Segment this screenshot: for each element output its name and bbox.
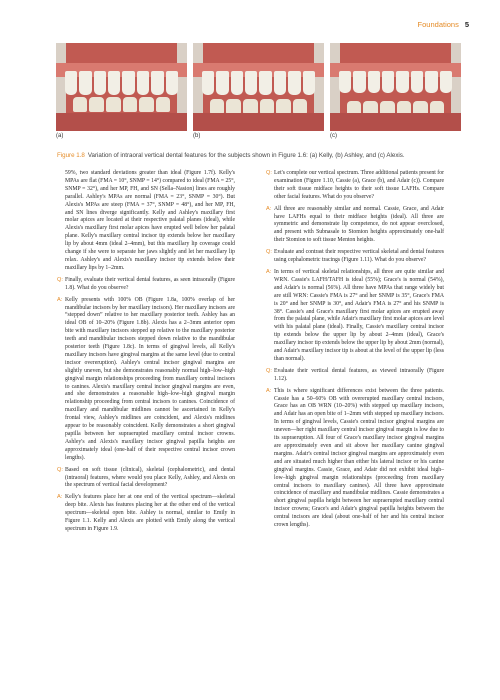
left-column <box>57 170 235 538</box>
qa-text: Evaluate their vertical dental features, as viewed intraorally (Figure 1.12). <box>274 367 444 382</box>
page-number: 5 <box>464 20 469 29</box>
qa-text: Finally, evaluate their vertical dental features, as seen intraorally (Figure 1.8). What do you observe? <box>65 276 235 291</box>
qa-item <box>266 269 444 364</box>
qa-text: This is where significant differences exist between the three patients. Cassie has a 50–60% OB with overerupted maxillary central incisors, Grace has an OB WRN (10–20%) with stepped up maxillary incisors, and Adair has an open bite of 1–2mm with stepped up maxillary incisors. In terms of gingival levels, Cassie's central incisor gingival margins are uneven—her right maxillary central incisor gingival margin is low due to its supraeruption. All four of Grace's maxillary incisor gingival margins are approximately even and sit above her maxillary canine gingival margins. Adair's central incisor gingival margins are approximately even and are situated much higher than either his lateral incisor or his canine gingival margins. Cassie, Grace, and Adair did not exhibit ideal high–low–high gingival margin relationships (proceeding from maxillary central incisors to maxillary canines). All three have approximate coincidence of maxillary and mandibular midlines. Cassie demonstrates a short gingival papilla height between her supraerupted maxillary central incisor crowns; Grace's and Adair's gingival papilla heights between the central incisors are ideal (about one-half of her and his central incisor crown lengths). <box>274 387 444 529</box>
qa-marker: Q: <box>266 367 272 374</box>
qa-item <box>266 170 444 202</box>
qa-text: Kelly presents with 100% OB (Figure 1.8a, 100% overlap of her mandibular incisors by her maxillary incisors). Her maxillary incisors are “stepped down” relative to her maxillary posterior teeth. Ashley has an ideal OB of 10–20% (Figure 1.8b). Alexis has a 2–3mm anterior open bite with maxillary incisors stepped up relative to the maxillary posterior teeth and mandibular incisors stepped down relative to the mandibular posterior teeth (Figure 1.8c). In terms of gingival levels, all Kelly's maxillary incisors have gingival margins at the same level (due to central incisor overeruption). Ashley's central incisor gingival margins are slightly uneven, but she demonstrates reasonably normal high–low–high gingival margin relationships proceeding from maxillary central incisors to canines. Alexis's maxillary central incisor gingival margins are even, and she demonstrates a reasonable high–low–high gingival margin relationship proceeding from central incisors to canines. Coincidence of maxillary and mandibular midlines cannot be ascertained in Kelly's frontal view, Ashley's midlines are coincident, and Alexis's midlines appear to be reasonably coincident. Kelly demonstrates a short gingival papilla between her supraerupted maxillary central incisor crowns. Ashley's and Alexis's maxillary incisor gingival papilla heights are approximately ideal (one-half of their respective central incisor crown lengths). <box>65 296 235 461</box>
qa-item <box>57 277 235 293</box>
qa-marker: A: <box>266 205 272 212</box>
panel-label-a: (a) <box>56 133 64 139</box>
qa-text: In terms of vertical skeletal relationships, all three are quite similar and WRN. Cassie's LAFH/TAFH is ideal (55%); Grace's is normal (54%), and Adair's is normal (56%). All three have MPAs that range widely but are still WRN: Cassie's FMA is 27° and her SNMP is 35°, Grace's FMA is 20° and her SNMP is 30°, and Adair's FMA is 27° and his SNMP is 38°. Cassie's and Grace's maxillary first molar apices are erupted away from the palatal plane, while Adair's maxillary first molar apices are level with his palatal plane (ideal). Finally, Cassie's maxillary central incisor tip extends below the upper lip by about 2–4mm (ideal), Grace's maxillary incisor tip extends below the upper lip by about 2mm (normal), and Adair's maxillary incisor tip is about at the level of the upper lip (less than normal). <box>274 268 444 362</box>
figure-caption-text: Variation of intraoral vertical dental features for the subjects shown in Figure 1.6: (a) Kelly, (b) Ashley, and (c) Alexis. <box>87 152 405 159</box>
qa-marker: Q: <box>57 466 63 473</box>
qa-marker: Q: <box>266 249 272 256</box>
running-header <box>418 20 469 29</box>
qa-marker: A: <box>57 494 63 501</box>
panel-label-b: (b) <box>193 133 201 139</box>
qa-text: Evaluate and contrast their respective vertical skeletal and dental features using cephalometric tracings (Figure 1.11). What do you observe? <box>274 249 444 264</box>
qa-text: Kelly's features place her at one end of the vertical spectrum—skeletal deep bite. Alexis has features placing her at the other end of the vertical spectrum—skeletal open bite. Ashley is normal, similar to Emily in Figure 1.1. Kelly and Alexis are plotted with Emily along the vertical spectrum in Figure 1.9. <box>65 494 235 532</box>
qa-item <box>266 388 444 530</box>
qa-marker: A: <box>266 268 272 275</box>
qa-item <box>266 249 444 265</box>
qa-item <box>57 467 235 491</box>
figure-photos <box>56 43 461 139</box>
intraoral-photo-a <box>56 43 187 131</box>
qa-text: Let's complete our vertical spectrum. Three additional patients present for examination (Figure 1.10, Cassie (a), Grace (b), and Adair (c)). Compare their soft tissue midface heights to their soft tissue LAFHs. Compare other facial features. What do you observe? <box>274 170 444 200</box>
qa-marker: A: <box>57 296 63 303</box>
section-title: Foundations <box>417 20 459 29</box>
qa-item <box>266 368 444 384</box>
qa-marker: Q: <box>266 170 272 176</box>
qa-marker: A: <box>266 387 272 394</box>
qa-item <box>266 206 444 246</box>
panel-label-c: (c) <box>330 133 337 139</box>
intraoral-photo-b <box>193 43 324 131</box>
right-column <box>266 170 444 534</box>
qa-text: All three are reasonably similar and normal. Cassie, Grace, and Adair have LAFHs equal to their midface heights (ideal). All three are symmetric and demonstrate lip competence, do not appear overclosed, and present with Subnasale to Stomion heights approximately one-half their Stomion to soft tissue Menton heights. <box>274 205 444 244</box>
qa-item <box>57 494 235 534</box>
figure-caption <box>57 152 457 160</box>
intro-paragraph: 59%, two standard deviations greater than ideal (Figure 1.7f). Kelly's MPAs are flat (FMA = 10°, SNMP = 14°) compared to ideal (FMA = 25°, SNMP = 32°), and her MP, FH, and SN (Sella–Nasion) lines are roughly parallel. Ashley's MPAs are normal (FMA = 23°, SNMP = 30°). But Alexis's MPAs are steep (FMA = 37°, SNMP = 48°), and her MP, FH, and SN lines diverge significantly. Kelly and Ashley's maxillary first molar apices are located at their respective palatal planes (ideal), while Alexis's maxillary first molar apices have erupted well below her palatal plane. Kelly's maxillary central incisor tip extends below her maxillary lip by about 4mm (ideal 2–4mm), but this maxillary lip coverage could change if she were to separate her jaws slightly and let her maxillary lip relax. Ashley's and Alexis's maxillary incisor tip extends below their maxillary lips by 1–2mm. <box>65 170 235 271</box>
qa-item <box>57 297 235 463</box>
intraoral-photo-c <box>330 43 461 131</box>
qa-marker: Q: <box>57 276 63 283</box>
figure-label: Figure 1.8 <box>57 152 85 159</box>
qa-text: Based on soft tissue (clinical), skeletal (cephalometric), and dental (intraoral) features, where would you place Kelly, Ashley, and Alexis on the spectrum of vertical facial development? <box>65 466 235 489</box>
